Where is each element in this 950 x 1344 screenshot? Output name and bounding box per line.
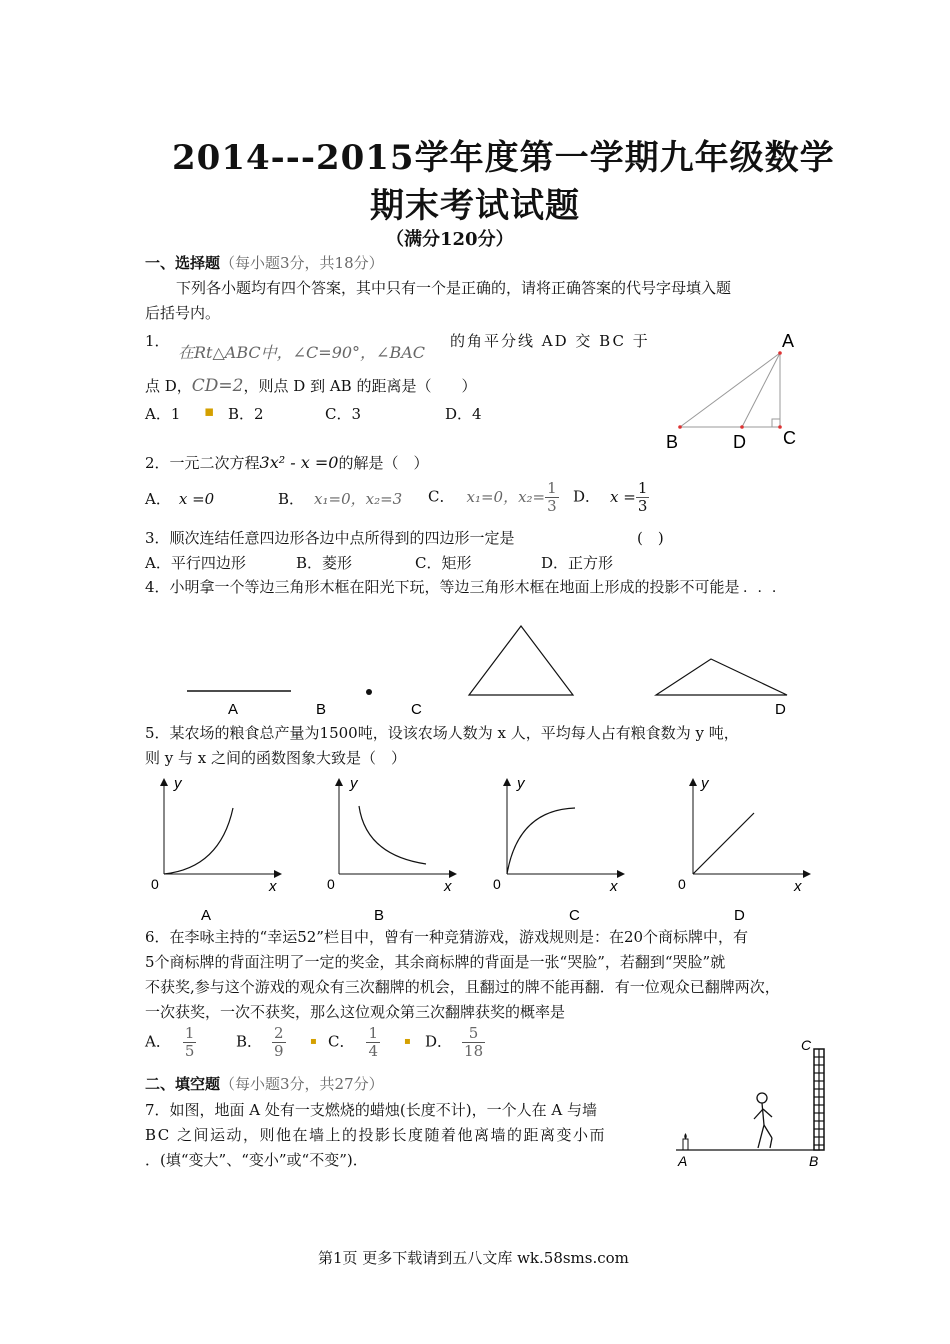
q1-cd-value: CD=2 [191,376,244,396]
q7-label-b: B [809,1153,819,1169]
q5-graph-c [493,775,621,895]
section-1-intro-line-1: 下列各小题均有四个答案，其中只有一个是正确的，请将正确答案的代号字母填入题 [176,279,732,297]
q2-c-denominator: 3 [547,497,557,515]
q1-label-b: B [666,432,679,452]
q6-line-2: 5个商标牌的背面注明了一定的奖金，其余商标牌的背面是一张“哭脸”，若翻到“哭脸”就 [145,953,726,971]
q7-candle [683,1139,688,1150]
q1-option-b: B．2 [228,405,264,423]
q5-c-origin: 0 [493,876,501,892]
q4-label-b: B [316,701,327,718]
q4-shadow-figures [170,615,810,720]
q5-a-curve [164,808,233,874]
q6-d-numerator: 5 [462,1025,485,1043]
q5-c-y-label: y [517,775,525,792]
q2-option-b-label: B． [278,490,305,508]
section-1-header [145,252,384,273]
q1-option-c: C．3 [325,405,362,423]
q5-a-y-label: y [174,775,182,792]
q2-option-d [573,480,649,515]
q2-option-d-label: D． [573,487,601,506]
q4-option-b-point [366,689,372,695]
q5-d-y-label: y [701,775,709,792]
q6-marker-dot-1: ▪ [310,1036,317,1047]
q5-a-x-label: x [269,878,277,895]
q2-option-c-fraction [545,480,559,515]
q2-equation: 3x² - x =0 [259,453,339,472]
q2-d-numerator: 1 [637,479,648,497]
section-2-note: （每小题3分，共27分） [220,1075,384,1093]
q6-line-4: 一次获奖，一次不获奖，那么这位观众第三次翻牌获奖的概率是 [145,1003,566,1021]
q6-option-d [425,1025,485,1060]
full-score: （满分120分） [386,229,514,250]
q1-question: ，则点 D 到 AB 的距离是（ ） [243,377,477,395]
q5-label-c: C [569,907,580,924]
q1-point-d: 点 D， [145,377,192,395]
q1-side-ab [680,353,780,427]
section-1-heading: 一、选择题 [145,254,221,272]
q1-option-a: A．1 [145,405,181,423]
q3-stem: 3．顺次连结任意四边形各边中点所得到的四边形一定是 [145,529,515,547]
section-2-header [145,1073,384,1094]
q4-option-d-triangle [656,659,787,695]
q7-label-a: A [678,1153,688,1169]
q6-option-c-label: C． [328,1032,355,1051]
q6-option-a [145,1025,196,1060]
q6-c-numerator: 1 [368,1024,379,1042]
q2-option-b-value: x₁=0，x₂=3 [314,490,403,508]
q4-stem: 4．小明拿一个等边三角形木框在阳光下玩，等边三角形木框在地面上形成的投影不可能是 [145,578,740,596]
q5-stem-line-2: 则 y 与 x 之间的函数图象大致是（ ） [145,749,407,767]
q6-line-1: 6．在李咏主持的“幸运52”栏目中，曾有一种竞猜游戏，游戏规则是：在20个商标牌中，有 [145,928,749,946]
q5-d-x-label: x [794,878,802,895]
q5-label-a: A [201,907,212,924]
q7-line-2: BC 之间运动，则他在墙上的投影长度随着他离墙的距离变小而 [145,1126,607,1144]
q3-paren: ( ) [637,529,664,547]
q6-option-d-fraction [462,1025,485,1060]
section-1-note: （每小题3分，共18分） [220,254,384,272]
q1-condition: 在Rt△ABC中，∠C=90°，∠BAC [178,343,426,362]
q1-point-a-mark [778,351,782,355]
q1-label-d: D [733,432,746,452]
q6-b-numerator: 2 [274,1024,284,1042]
q6-option-c [328,1025,380,1060]
q2-option-a-value: x =0 [178,490,215,508]
q3-option-b: B．菱形 [296,554,353,572]
q2-option-a [145,488,214,509]
q1-bisector-ad [742,353,780,427]
q2-stem [145,452,428,473]
q6-c-denominator: 4 [368,1042,379,1060]
q5-b-origin: 0 [327,876,335,892]
q5-label-b: B [374,907,385,924]
q2-option-b [278,488,402,509]
q5-graph-d [678,775,807,895]
q5-d-origin: 0 [678,876,686,892]
q2-stem-start: 2．一元二次方程 [145,454,260,472]
q4-label-d: D [775,701,786,718]
q1-label-a: A [782,331,795,351]
q4-label-a: A [228,701,239,718]
title-line-1: 2014---2015学年度第一学期九年级数学 [172,138,835,178]
q1-point-c-mark [778,425,782,429]
q6-option-d-label: D． [425,1032,453,1051]
q2-option-d-value: x = [610,487,636,506]
q4-label-c: C [411,701,422,718]
q6-option-b-label: B． [236,1032,263,1051]
q2-option-c-label: C． [428,487,455,506]
q5-d-line [693,813,754,874]
q6-a-denominator: 5 [184,1042,195,1060]
q2-stem-end: 的解是（ ） [338,454,429,472]
q5-graph-a [151,775,278,895]
q6-option-b [236,1025,286,1060]
q5-b-y-label: y [350,775,358,792]
q4-emphasis-dots: ··· [743,584,787,600]
q5-label-d: D [734,907,745,924]
q7-line-3: ．(填“变大”、“变小”或“不变”)． [145,1151,368,1169]
q1-point-b-mark [678,425,682,429]
q1-label-c: C [783,428,796,448]
q1-number: 1． [145,332,170,350]
q2-option-d-fraction [636,480,650,515]
q2-option-a-label: A． [145,490,171,508]
q5-graph-b [327,775,453,895]
q1-marker-dot: ▪ [204,402,215,420]
q5-graphs [140,770,820,925]
q7-figure [670,1035,835,1175]
q6-a-numerator: 1 [184,1024,195,1042]
q6-d-denominator: 18 [464,1042,484,1060]
q7-line-1: 7．如图，地面 A 处有一支燃烧的蜡烛(长度不计)，一个人在 A 与墙 [145,1101,597,1119]
q5-b-x-label: x [444,878,452,895]
title-line-2: 期末考试试题 [370,186,580,226]
q6-b-denominator: 9 [274,1042,284,1060]
q3-option-c: C．矩形 [415,554,472,572]
q3-option-a: A．平行四边形 [145,554,246,572]
q4-option-c-triangle [469,626,573,695]
q1-triangle-figure [660,325,810,455]
q6-marker-dot-2: ▪ [404,1036,411,1047]
q1-option-d: D．4 [445,405,482,423]
q3-option-d: D．正方形 [541,554,614,572]
q2-option-c [428,480,559,515]
q5-stem-line-1: 5．某农场的粮食总产量为1500吨，设该农场人数为 x 人，平均每人占有粮食数为 y 吨， [145,724,739,742]
q7-person-icon [754,1093,772,1148]
q1-stem-rest: 的角平分线 AD 交 BC 于 [450,332,650,350]
q5-a-origin: 0 [151,876,159,892]
q5-c-curve [507,808,575,874]
q6-line-3: 不获奖,参与这个游戏的观众有三次翻牌的机会，且翻过的牌不能再翻．有一位观众已翻牌两次， [145,978,780,996]
q7-label-c: C [801,1037,812,1053]
q1-point-d-mark [740,425,744,429]
q2-d-denominator: 3 [637,497,648,515]
q6-option-a-fraction [183,1025,197,1060]
q2-c-numerator: 1 [547,479,557,497]
q5-b-curve [359,806,426,864]
page-footer: 第1页 更多下载请到五八文库 wk.58sms.com [318,1249,629,1267]
q6-option-b-fraction [272,1025,286,1060]
q6-option-a-label: A． [145,1032,171,1051]
q5-c-x-label: x [610,878,618,895]
q6-option-c-fraction [366,1025,380,1060]
q2-option-c-value: x₁=0，x₂= [466,487,546,506]
q1-line-2 [145,375,476,396]
section-1-intro-line-2: 后括号内。 [145,304,221,322]
q7-candle-flame-icon [684,1133,687,1139]
section-2-heading: 二、填空题 [145,1075,221,1093]
